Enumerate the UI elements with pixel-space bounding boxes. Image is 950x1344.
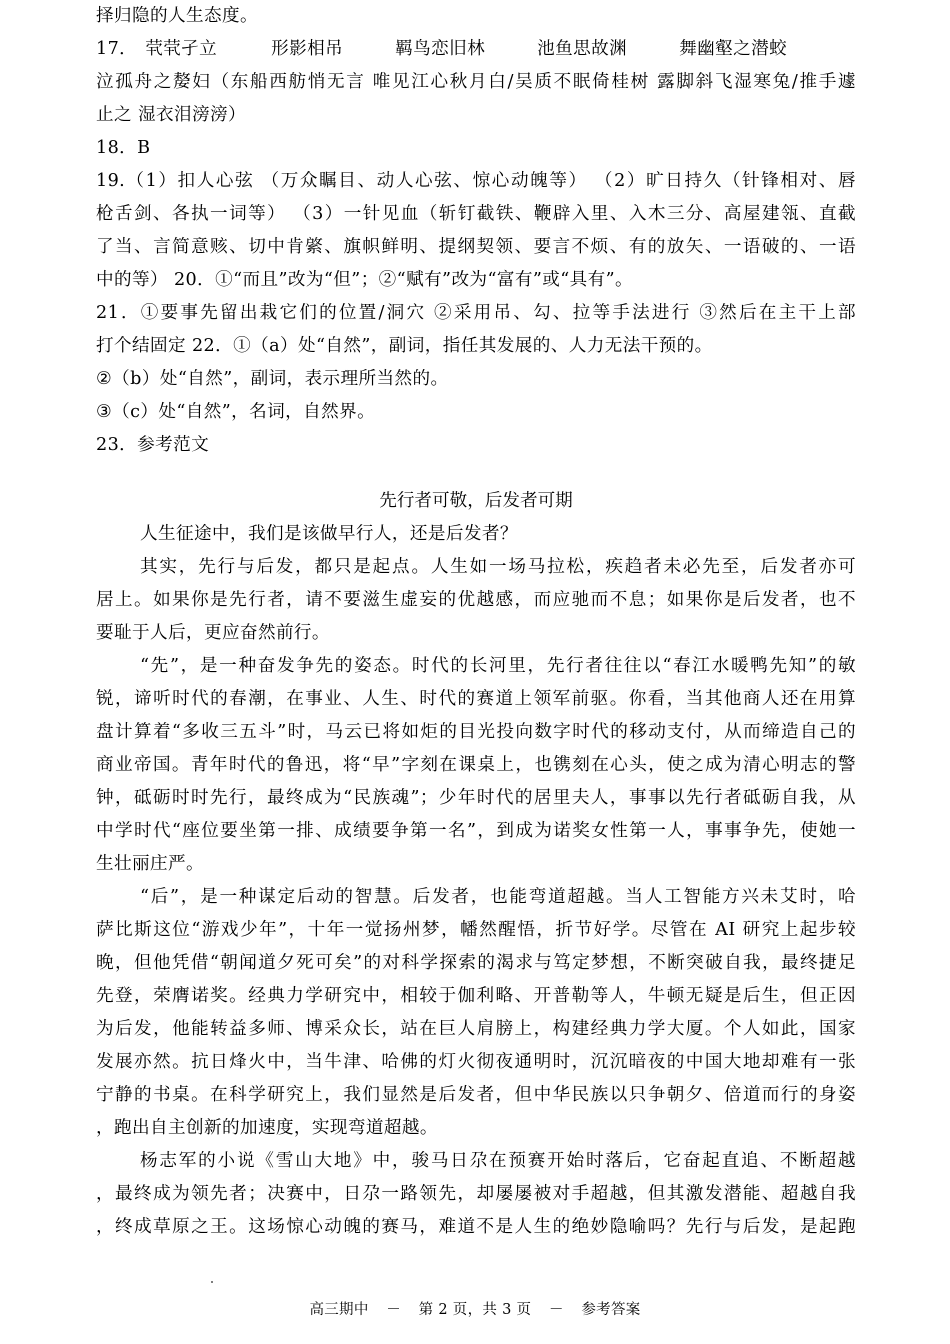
- essay-title: 先行者可敬，后发者可期: [379, 491, 573, 511]
- footer-separator: －: [386, 1302, 402, 1318]
- essay-line: 晚，但他凭借“朝闻道夕死可矣”的对科学探索的渴求与笃定梦想，不断突破自我，最终捷足: [96, 953, 856, 973]
- essay-line: 人生征途中，我们是该做早行人，还是后发者？: [140, 524, 518, 544]
- answer-19-line-1: 19.（1）扣人心弦 （万众瞩目、动人心弦、惊心动魄等） （2）旷日持久（针锋相对、唇: [96, 171, 856, 191]
- answer-22-line-2: ②（b）处“自然”，副词，表示理所当然的。: [96, 369, 449, 389]
- footer-page-number: 第 2 页，共 3 页: [418, 1302, 532, 1318]
- essay-line: ，跑出自主创新的加速度，实现弯道超越。: [96, 1118, 438, 1138]
- answer-21-line-1: 21．①要事先留出栽它们的位置/洞穴 ②采用吊、勾、拉等手法进行 ③然后在主干上部: [96, 303, 856, 323]
- answer-20-line: 中的等） 20．①“而且”改为“但”；②“赋有”改为“富有”或“具有”。: [96, 270, 633, 290]
- footer-grade: 高三期中: [309, 1302, 369, 1318]
- essay-line: “先”，是一种奋发争先的姿态。时代的长河里，先行者往往以“春江水暖鸭先知”的敏: [140, 656, 856, 676]
- essay-line: 生壮丽庄严。: [96, 854, 204, 874]
- term: 舞幽壑之潜蛟: [679, 39, 788, 59]
- answer-19-line-2: 枪舌剑、各执一词等） （3）一针见血（斩钉截铁、鞭辟入里、入木三分、高屋建瓴、直截: [96, 204, 856, 224]
- essay-line: 宁静的书桌。在科学研究上，我们显然是后发者，但中华民族以只争朝夕、倍道而行的身姿: [96, 1085, 856, 1105]
- answer-22-line-1: 打个结固定 22．①（a）处“自然”，副词，指任其发展的、人力无法干预的。: [96, 336, 713, 356]
- answer-19-line-3: 了当、言简意赅、切中肯綮、旗帜鲜明、提纲契领、要言不烦、有的放矢、一语破的、一语: [96, 237, 856, 257]
- essay-line: 萨比斯这位“游戏少年”，十年一觉扬州梦，幡然醒悟，折节好学。尽管在 AI 研究上起步较: [96, 920, 856, 940]
- answer-18: 18．B: [96, 138, 151, 158]
- essay-line: 锐，谛听时代的春潮，在事业、人生、时代的赛道上领军前驱。你看，当其他商人还在用算: [96, 689, 856, 709]
- footer-doc-type: 参考答案: [581, 1302, 641, 1318]
- essay-line: 先登，荣膺诺奖。经典力学研究中，相较于伽利略、开普勒等人，牛顿无疑是后生，但正因: [96, 986, 856, 1006]
- answer-17-line-3: 止之 湿衣泪滂滂）: [96, 105, 246, 125]
- essay-line: ，终成草原之王。这场惊心动魄的赛马，难道不是人生的绝妙隐喻吗？先行与后发，是起跑: [96, 1217, 856, 1237]
- essay-line: ，最终成为领先者；决赛中，日尕一路领先，却屡屡被对手超越，但其激发潜能、超越自我: [96, 1184, 856, 1204]
- essay-line: 居上。如果你是先行者，请不要滋生虚妄的优越感，而应驰而不息；如果你是后发者，也不: [96, 590, 856, 610]
- essay-line: 钟，砥砺时时先行，最终成为“民族魂”；少年时代的居里夫人，事事以先行者砥砺自我，从: [96, 788, 856, 808]
- answer-22-line-3: ③（c）处“自然”，名词，自然界。: [96, 402, 376, 422]
- essay-line: “后”，是一种谋定后动的智慧。后发者，也能弯道超越。当人工智能方兴未艾时，哈: [140, 887, 856, 907]
- essay-line: 盘计算着“多收三五斗”时，马云已将如炬的目光投向数字时代的移动支付，从而缔造自己的: [96, 722, 856, 742]
- term: 茕茕孑立: [145, 39, 218, 59]
- document-page: [96, 0, 856, 1244]
- answer-line: 择归隐的人生态度。: [96, 6, 258, 26]
- term: 池鱼思故渊: [537, 39, 628, 59]
- answer-17-line-2: 泣孤舟之嫠妇（东船西舫悄无言 唯见江心秋月白/吴质不眠倚桂树 露脚斜飞湿寒兔/推手遽: [96, 72, 856, 92]
- question-number: 17．: [96, 39, 138, 59]
- essay-line: 发展亦然。抗日烽火中，当牛津、哈佛的灯火彻夜通明时，沉沉暗夜的中国大地却难有一张: [96, 1052, 856, 1072]
- essay-line: 为后发，他能转益多师、博采众长，站在巨人肩膀上，构建经典力学大厦。个人如此，国家: [96, 1019, 856, 1039]
- page-footer: [0, 1299, 950, 1321]
- essay-line: 中学时代“座位要坐第一排、成绩要争第一名”，到成为诺奖女性第一人，事事争先，使她一: [96, 821, 856, 841]
- essay-body: [96, 518, 856, 1244]
- essay-line: 其实，先行与后发，都只是起点。人生如一场马拉松，疾趋者未必先至，后发者亦可: [140, 557, 856, 577]
- answer-23-label: 23．参考范文: [96, 435, 210, 455]
- essay-line: 要耻于人后，更应奋然前行。: [96, 623, 330, 643]
- essay-line: 商业帝国。青年时代的鲁迅，将“早”字刻在课桌上，也镌刻在心头，使之成为清心明志的警: [96, 755, 856, 775]
- stray-dot: [211, 1281, 213, 1283]
- essay-line: 杨志军的小说《雪山大地》中，骏马日尕在预赛开始时落后，它奋起直追、不断超越: [140, 1151, 856, 1171]
- term: 形影相吊: [271, 39, 344, 59]
- term: 羁鸟恋旧林: [395, 39, 486, 59]
- answer-17-line-1: [96, 33, 856, 66]
- footer-separator: －: [548, 1302, 564, 1318]
